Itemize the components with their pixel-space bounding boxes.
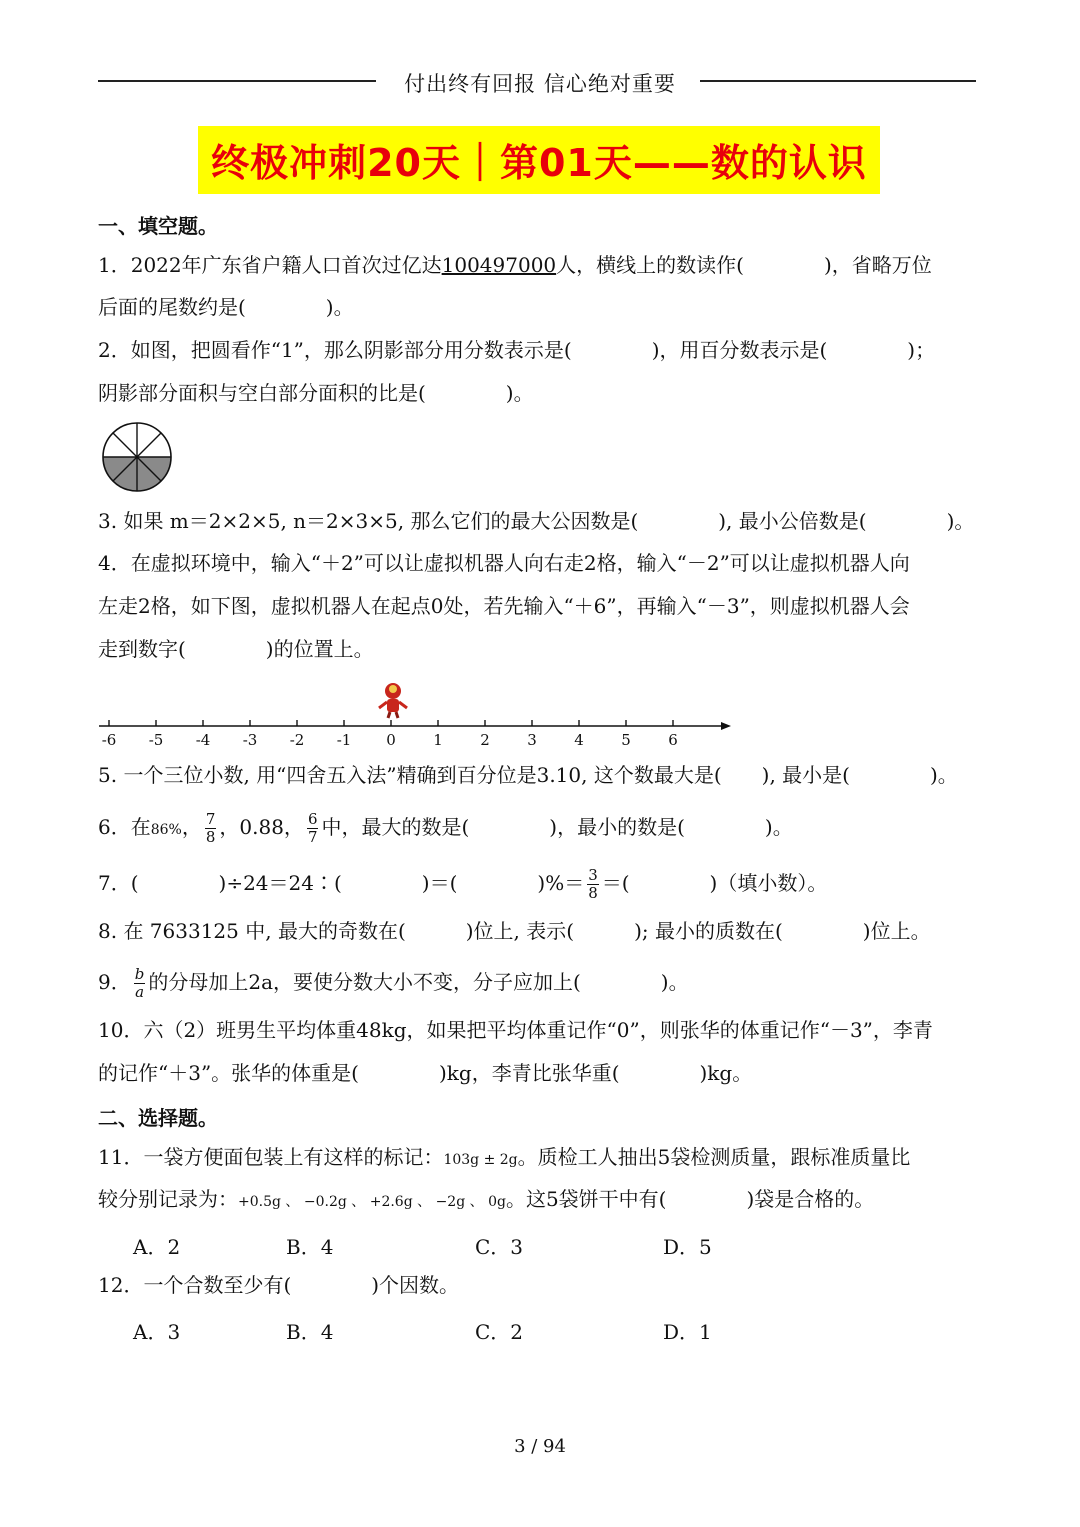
question-5: 5. 一个三位小数, 用“四舍五入法”精确到百分位是3.10, 这个数最大是( ), 最小是( )。 — [98, 763, 958, 787]
q7-text-b: ＝( )（填小数）。 — [601, 871, 828, 895]
q11-text-c: 较分别记录为： — [98, 1187, 238, 1211]
q7-denominator: 8 — [588, 884, 598, 902]
q6-text-c: ，0.88， — [219, 815, 304, 839]
q9-text-a: 9． — [98, 970, 131, 994]
number-line-label: -1 — [336, 731, 352, 749]
q9-text-b: 的分母加上2a，要使分数大小不变，分子应加上( )。 — [148, 970, 689, 994]
q6-f2-numerator: 6 — [307, 810, 318, 828]
question-11 — [98, 1144, 978, 1173]
q11-values: +0.5g 、 −0.2g 、 +2.6g 、 −2g 、 0g — [238, 1194, 506, 1210]
q11-option-a[interactable]: A．2 — [133, 1235, 181, 1259]
number-line-label: 4 — [574, 731, 584, 749]
q1-number: 100497000 — [441, 253, 557, 277]
q6-f1-numerator: 7 — [205, 810, 216, 828]
number-line-label: -2 — [289, 731, 305, 749]
q12-option-a[interactable]: A．3 — [133, 1320, 181, 1344]
q6-comma: ， — [181, 815, 202, 839]
number-line-label: 6 — [668, 731, 678, 749]
q11-option-c[interactable]: C．3 — [475, 1235, 524, 1259]
q6-text-a: 6．在 — [98, 815, 151, 839]
q12-option-c[interactable]: C．2 — [475, 1320, 524, 1344]
question-7 — [98, 867, 978, 902]
question-6 — [98, 811, 978, 846]
number-line-label: 0 — [386, 731, 396, 749]
question-9 — [98, 966, 978, 1001]
number-line-label: -6 — [101, 731, 117, 749]
number-line-label: 2 — [480, 731, 490, 749]
q7-text-a: 7．( )÷24＝24∶( )＝( )%＝ — [98, 871, 585, 895]
section-fill-heading: 一、填空题。 — [98, 214, 218, 238]
question-1 — [98, 252, 978, 278]
q11-text-b: 。质检工人抽出5袋检测质量，跟标准质量比 — [517, 1145, 911, 1169]
q6-fraction-1 — [205, 811, 217, 846]
question-12: 12．一个合数至少有( )个因数。 — [98, 1273, 460, 1297]
section-choice-heading: 二、选择题。 — [98, 1106, 218, 1130]
question-2-line2: 阴影部分面积与空白部分面积的比是( )。 — [98, 381, 534, 405]
number-line — [95, 678, 745, 750]
question-10: 10．六（2）班男生平均体重48kg，如果把平均体重记作“0”，则张华的体重记作“－3”，李青 — [98, 1018, 933, 1042]
question-4-line3: 走到数字( )的位置上。 — [98, 637, 374, 661]
q6-percent: 86% — [150, 822, 182, 838]
q7-numerator: 3 — [588, 866, 598, 884]
q9-numerator: b — [134, 965, 145, 983]
number-line-label: 5 — [621, 731, 631, 749]
q11-option-b[interactable]: B．4 — [286, 1235, 334, 1259]
q6-f2-denominator: 7 — [307, 828, 318, 846]
q9-denominator: a — [135, 983, 145, 1001]
question-11-line2 — [98, 1186, 978, 1215]
page-title: 终极冲刺20天｜第01天——数的认识 — [211, 141, 867, 185]
robot-icon — [379, 683, 407, 718]
q12-option-d[interactable]: D．1 — [663, 1320, 712, 1344]
question-8: 8. 在 7633125 中, 最大的奇数在( )位上, 表示( ); 最小的质数在( )位上。 — [98, 919, 931, 943]
header-motto: 付出终有回报 信心绝对重要 — [404, 72, 676, 96]
number-line-label: 3 — [527, 731, 537, 749]
question-4: 4．在虚拟环境中，输入“＋2”可以让虚拟机器人向右走2格，输入“－2”可以让虚拟机器人向 — [98, 551, 910, 575]
q11-mark: 103g ± 2g — [443, 1152, 518, 1168]
q9-fraction — [134, 966, 146, 1001]
number-line-label: -4 — [195, 731, 211, 749]
q6-f1-denominator: 8 — [205, 828, 216, 846]
number-line-label: -3 — [242, 731, 258, 749]
question-1-line2: 后面的尾数约是( )。 — [98, 295, 354, 319]
q11-option-d[interactable]: D．5 — [663, 1235, 712, 1259]
header-rule-right — [700, 80, 976, 82]
number-line-label: -5 — [148, 731, 164, 749]
question-4-line2: 左走2格，如下图，虚拟机器人在起点0处，若先输入“＋6”，再输入“－3”，则虚拟机器人会 — [98, 594, 910, 618]
shaded-circle-figure — [100, 420, 174, 494]
number-line-label: 1 — [433, 731, 443, 749]
q11-text-a: 11．一袋方便面包装上有这样的标记： — [98, 1145, 444, 1169]
q12-option-b[interactable]: B．4 — [286, 1320, 334, 1344]
q6-fraction-2 — [307, 811, 319, 846]
question-10-line2: 的记作“＋3”。张华的体重是( )kg，李青比张华重( )kg。 — [98, 1061, 753, 1085]
page-number: 3 / 94 — [514, 1436, 566, 1457]
question-3: 3. 如果 m＝2×2×5, n＝2×3×5, 那么它们的最大公因数是( ), 最小公倍数是( )。 — [98, 509, 975, 533]
q1-text-a: 1．2022年广东省户籍人口首次过亿达 — [98, 253, 442, 277]
q11-text-d: 。这5袋饼干中有( )袋是合格的。 — [505, 1187, 875, 1211]
question-2: 2．如图，把圆看作“1”，那么阴影部分用分数表示是( )，用百分数表示是( )； — [98, 338, 936, 362]
q6-text-d: 中，最大的数是( )，最小的数是( )。 — [321, 815, 793, 839]
q7-fraction — [587, 867, 599, 902]
q1-text-b: 人，横线上的数读作( )，省略万位 — [556, 253, 932, 277]
